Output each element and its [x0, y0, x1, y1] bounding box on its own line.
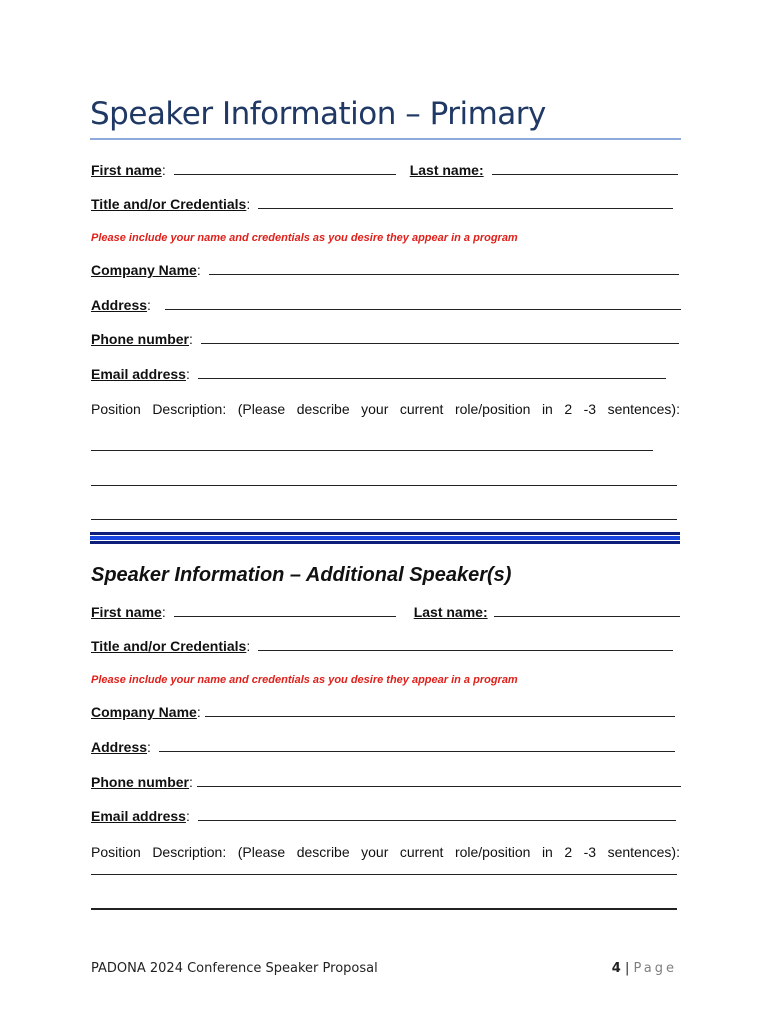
add-title-label: Title and/or Credentials — [91, 638, 247, 654]
email-field[interactable] — [198, 377, 666, 379]
additional-heading: Speaker Information – Additional Speaker(s) — [91, 564, 512, 586]
add-position-line-1[interactable] — [91, 874, 677, 875]
company-field[interactable] — [209, 273, 679, 275]
add-email-field[interactable] — [198, 819, 676, 821]
title-field[interactable] — [258, 207, 673, 209]
separator-band-bottom — [90, 541, 680, 544]
add-phone-field[interactable] — [197, 785, 681, 787]
company-label: Company Name — [91, 262, 197, 278]
name-row: First name : Last name: — [91, 162, 678, 178]
phone-label: Phone number — [91, 331, 190, 347]
address-field[interactable] — [165, 308, 681, 310]
separator-band-middle — [90, 536, 680, 540]
position-description-prompt: Position Description: (Please describe your current role/position in 2 -3 sentences): — [91, 401, 680, 417]
add-position-description-prompt: Position Description: (Please describe your current role/position in 2 -3 sentences): — [91, 844, 680, 860]
add-credentials-note: Please include your name and credentials as you desire they appear in a program — [91, 674, 518, 686]
footer-title: PADONA 2024 Conference Speaker Proposal — [91, 961, 378, 976]
separator-band-top — [90, 532, 680, 535]
position-line-2[interactable] — [91, 485, 677, 486]
phone-row: Phone number : — [91, 331, 679, 347]
add-company-row: Company Name : — [91, 704, 675, 720]
page-number: 4 | Page — [611, 961, 677, 976]
add-position-line-2[interactable] — [91, 908, 677, 910]
add-first-name-label: First name — [91, 604, 162, 620]
add-first-name-field[interactable] — [174, 615, 396, 617]
add-address-label: Address — [91, 739, 148, 755]
heading-rule — [90, 138, 681, 140]
company-row: Company Name : — [91, 262, 679, 278]
last-name-field[interactable] — [492, 173, 678, 175]
add-title-field[interactable] — [258, 649, 673, 651]
add-company-label: Company Name — [91, 704, 197, 720]
add-name-row: First name : Last name: — [91, 604, 680, 620]
phone-field[interactable] — [201, 342, 679, 344]
add-email-label: Email address — [91, 808, 186, 824]
add-phone-label: Phone number — [91, 774, 190, 790]
add-company-field[interactable] — [205, 715, 675, 717]
add-title-row: Title and/or Credentials : — [91, 638, 673, 654]
position-line-1[interactable] — [91, 450, 653, 451]
credentials-note: Please include your name and credentials as you desire they appear in a program — [91, 232, 518, 244]
position-line-3[interactable] — [91, 519, 677, 520]
add-phone-row: Phone number : — [91, 774, 681, 790]
add-last-name-label: Last name: — [413, 604, 488, 620]
add-email-row: Email address : — [91, 808, 676, 824]
first-name-field[interactable] — [174, 173, 396, 175]
add-address-row: Address : — [91, 739, 675, 755]
email-label: Email address — [91, 366, 186, 382]
address-label: Address — [91, 297, 148, 313]
primary-heading: Speaker Information – Primary — [90, 96, 546, 132]
last-name-label: Last name: — [409, 162, 484, 178]
title-row: Title and/or Credentials : — [91, 196, 673, 212]
add-address-field[interactable] — [159, 750, 675, 752]
title-label: Title and/or Credentials — [91, 196, 247, 212]
add-last-name-field[interactable] — [494, 615, 680, 617]
email-row: Email address : — [91, 366, 666, 382]
first-name-label: First name — [91, 162, 162, 178]
address-row: Address : — [91, 297, 681, 313]
